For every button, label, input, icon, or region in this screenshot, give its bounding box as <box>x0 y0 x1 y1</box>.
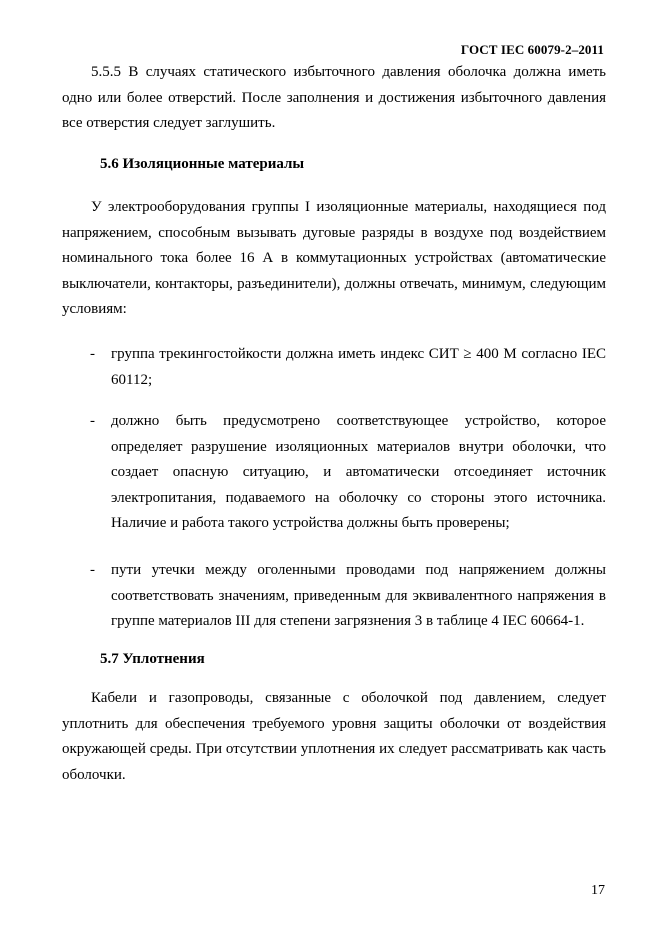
paragraph-5-6: У электрооборудования группы I изоляционные материалы, находящиеся под напряжением, способным вызывать дуговые разряды в воздухе под воздействием номинального тока более 16 А в коммутационных устройствах (автоматические выключатели, контакторы, разъединители), должны отвечать, минимум, следующим условиям: <box>62 199 606 317</box>
list-item <box>62 558 606 635</box>
list-item <box>62 342 606 393</box>
paragraph-5-7: Кабели и газопроводы, связанные с оболочкой под давлением, следует уплотнить для обеспечения требуемого уровня защиты оболочки от воздействия окружающей среды. При отсутствии уплотнения их следует рассматривать как часть оболочки. <box>62 690 606 783</box>
section-heading-5-6: 5.6 Изоляционные материалы <box>100 156 305 172</box>
page-number: 17 <box>591 883 605 898</box>
list-dash: - <box>90 346 95 362</box>
list-item-text: пути утечки между оголенными проводами под напряжением должны соответствовать значениям, приведенным для эквивалентного напряжения в группе материалов III для степени загрязнения 3 в таблице 4 IEC 60664-1. <box>111 562 606 629</box>
list-item <box>62 409 606 537</box>
paragraph-5-5-5: 5.5.5 В случаях статического избыточного давления оболочка должна иметь одно или более отверстий. После заполнения и достижения избыточного давления все отверстия следует заглушить. <box>62 64 606 131</box>
document-header: ГОСТ IEC 60079-2–2011 <box>460 42 604 57</box>
list-dash: - <box>90 562 95 578</box>
section-heading-5-7: 5.7 Уплотнения <box>100 651 205 667</box>
list-dash: - <box>90 413 95 429</box>
list-item-text: должно быть предусмотрено соответствующее устройство, которое определяет разрушение изоляционных материалов внутри оболочки, что создает опасную ситуацию, и автоматически отсоединяет источник электропитания, подаваемого на оболочку со стороны этого источника. Наличие и работа такого устройства должны быть проверены; <box>111 413 606 531</box>
list-item-text: группа трекингостойкости должна иметь индекс СИТ ≥ 400 М согласно IEC 60112; <box>111 346 606 388</box>
